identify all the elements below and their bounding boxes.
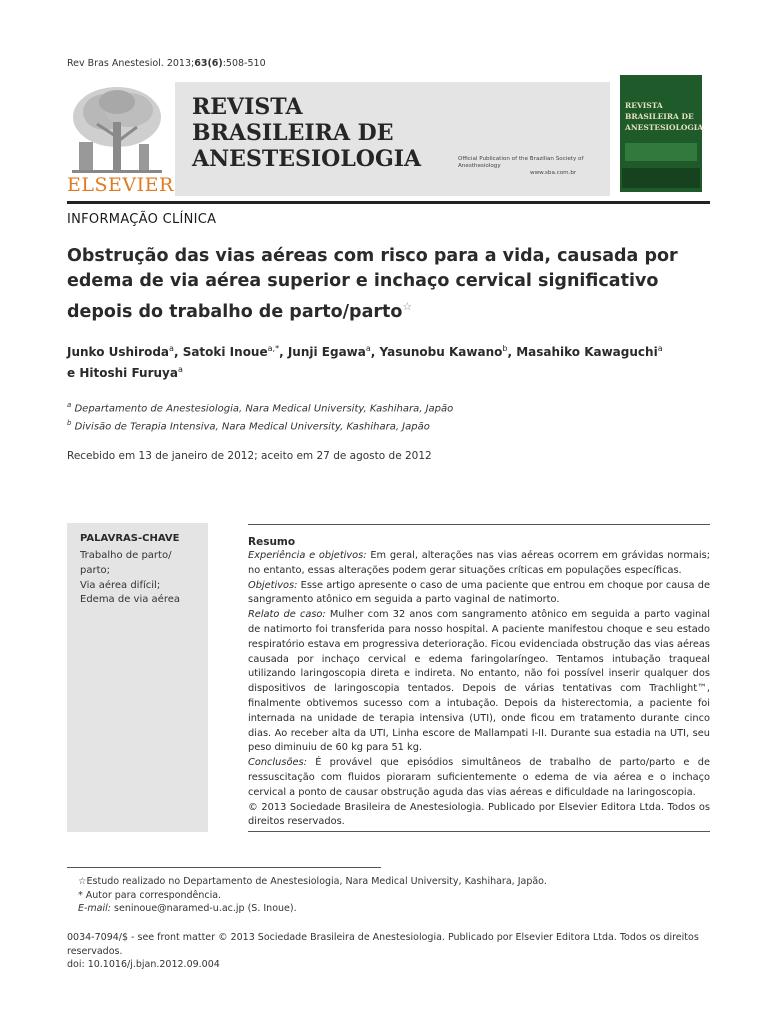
keywords-list	[80, 549, 200, 608]
author-separator: ,	[507, 345, 517, 359]
abstract-text: Em geral, alterações nas vias aéreas ocorrem em grávidas normais; no entanto, essas alterações podem gerar situações críticas em populações específicas.	[248, 550, 711, 576]
abstract-text: Mulher com 32 anos com sangramento atônico em seguida a parto vaginal de natimorto foi transferida para nosso hospital. A paciente manifestou choque e seu estado respiratório estava em progressiva deterioração. Ficou evidenciada obstrução das vias aéreas causada por inchaço cervical e edema faringolaríngeo. Tentamos intubação traqueal utilizando laringoscopia direta e indireta. No entanto, não foi possível inserir qualquer dos dispositivos de laringoscopia tentados. Depois de várias tentativas com Trachlight™, finalmente obtivemos sucesso com a intubação. Depois da histerectomia, a paciente foi internada na unidade de terapia intensiva (UTI), onde ficou em tratamento durante cinco dias. Ao receber alta da UTI, Linha escore de Mallampati I-II. Durante sua estadia na UTI, seu peso diminuiu de 60 kg para 51 kg.	[248, 609, 710, 754]
author-separator: ,	[370, 345, 380, 359]
abstract-body	[248, 549, 710, 830]
author-name: Satoki Inoue	[182, 345, 268, 359]
header-divider	[67, 201, 710, 204]
cover-band	[625, 143, 697, 161]
article-title	[67, 244, 717, 325]
author-list	[67, 340, 717, 382]
affiliation-mark: b	[67, 419, 72, 428]
citation-prefix: Rev Bras Anestesiol. 2013;	[67, 58, 195, 69]
author-name: Yasunobu Kawano	[379, 345, 503, 359]
author-name: Masahiko Kawaguchi	[516, 345, 658, 359]
email-address[interactable]: seninoue@naramed-u.ac.jp (S. Inoue).	[111, 903, 297, 914]
elsevier-wordmark: ELSEVIER	[67, 174, 174, 196]
cover-footer-band	[622, 168, 700, 188]
citation-pages: :508-510	[222, 58, 266, 69]
author-affil-mark: a	[177, 365, 183, 374]
abstract-heading: Resumo	[248, 536, 296, 548]
abstract-text: É provável que episódios simultâneos de trabalho de parto/parto e de ressuscitação com fluidos pioraram suficientemente o edema de via aérea e o inchaço cervical a ponto de causar obstrução aguda das vias aéreas e dificuldade na laringoscopia.	[248, 757, 710, 798]
affiliation-a	[67, 398, 717, 416]
abstract-bottom-rule	[248, 831, 710, 832]
abstract-label: Relato de caso:	[248, 609, 326, 621]
author-name: Hitoshi Furuya	[79, 366, 178, 380]
abstract-paragraph	[248, 756, 710, 800]
journal-subtitle-line2: www.sba.com.br	[530, 170, 577, 176]
email-label: E-mail:	[78, 903, 111, 914]
author-separator: ,	[173, 345, 183, 359]
author-affil-mark: a	[169, 344, 174, 353]
author-name: Junko Ushiroda	[67, 345, 170, 359]
abstract-copyright: © 2013 Sociedade Brasileira de Anestesiologia. Publicado por Elsevier Editora Ltda. Todos os direitos reservados.	[248, 801, 710, 828]
author-affil-mark: a	[657, 344, 663, 353]
journal-subtitle	[458, 156, 600, 177]
footnote-corresponding: * Autor para correspondência.	[78, 889, 222, 901]
cover-title: REVISTA BRASILEIRA DE ANESTESIOLOGIA	[625, 101, 704, 132]
affiliation-b	[67, 416, 717, 434]
section-label: INFORMAÇÃO CLÍNICA	[67, 212, 217, 227]
affiliation-text: Departamento de Anestesiologia, Nara Medical University, Kashihara, Japão	[74, 403, 454, 415]
issn-line: 0034-7094/$ - see front matter © 2013 Sociedade Brasileira de Anestesiologia. Publicado por Elsevier Editora Ltda. Todos os direitos reservados.	[67, 932, 699, 957]
keywords-heading: PALAVRAS-CHAVE	[80, 533, 180, 544]
abstract-paragraph	[248, 549, 710, 579]
author-affil-mark: b	[502, 344, 508, 353]
title-footnote-mark: ☆	[402, 300, 413, 313]
journal-citation	[67, 58, 266, 69]
received-dates: Recebido em 13 de janeiro de 2012; aceito em 27 de agosto de 2012	[67, 450, 432, 462]
abstract-paragraph	[248, 579, 710, 609]
abstract-label: Experiência e objetivos:	[248, 550, 367, 561]
author-name: Junji Egawa	[287, 345, 366, 359]
keyword-item: Trabalho de parto/ parto;	[80, 550, 172, 576]
article-title-text: Obstrução das vias aéreas com risco para a vida, causada por edema de via aérea superior e inchaço cervical significativo depois do trabalho de parto/parto	[67, 246, 678, 322]
keyword-item: Via aérea difícil;	[80, 579, 161, 591]
abstract-top-rule	[248, 524, 710, 525]
footnote-email	[78, 902, 718, 916]
doi-line[interactable]: doi: 10.1016/j.bjan.2012.09.004	[67, 959, 220, 970]
footnote-study: ☆Estudo realizado no Departamento de Anestesiologia, Nara Medical University, Kashihara, Japão.	[78, 876, 547, 887]
journal-title: REVISTA BRASILEIRA DE ANESTESIOLOGIA	[192, 94, 422, 172]
author-affil-mark: a	[365, 344, 371, 353]
affiliation-text: Divisão de Terapia Intensiva, Nara Medical University, Kashihara, Japão	[74, 421, 430, 433]
footnotes	[78, 875, 718, 916]
journal-subtitle-line1: Official Publication of the Brazilian Society of Anesthesiology	[458, 156, 584, 169]
footnote-rule	[67, 867, 381, 868]
abstract-label: Objetivos:	[248, 579, 298, 591]
affiliation-mark: a	[67, 401, 72, 409]
issn-block	[67, 931, 717, 972]
abstract-paragraph	[248, 608, 710, 756]
author-conjunction: e	[67, 366, 80, 380]
author-affil-mark: a,*	[267, 344, 280, 353]
abstract-label: Conclusões:	[248, 757, 307, 769]
author-separator: ,	[279, 345, 288, 359]
citation-volume: 63(6)	[194, 58, 223, 69]
affiliations	[67, 398, 717, 435]
keyword-item: Edema de via aérea	[80, 594, 180, 606]
abstract-text: Esse artigo apresente o caso de uma paciente que entrou em choque por causa de sangramento atônico em seguida a parto vaginal de natimorto.	[248, 579, 710, 606]
